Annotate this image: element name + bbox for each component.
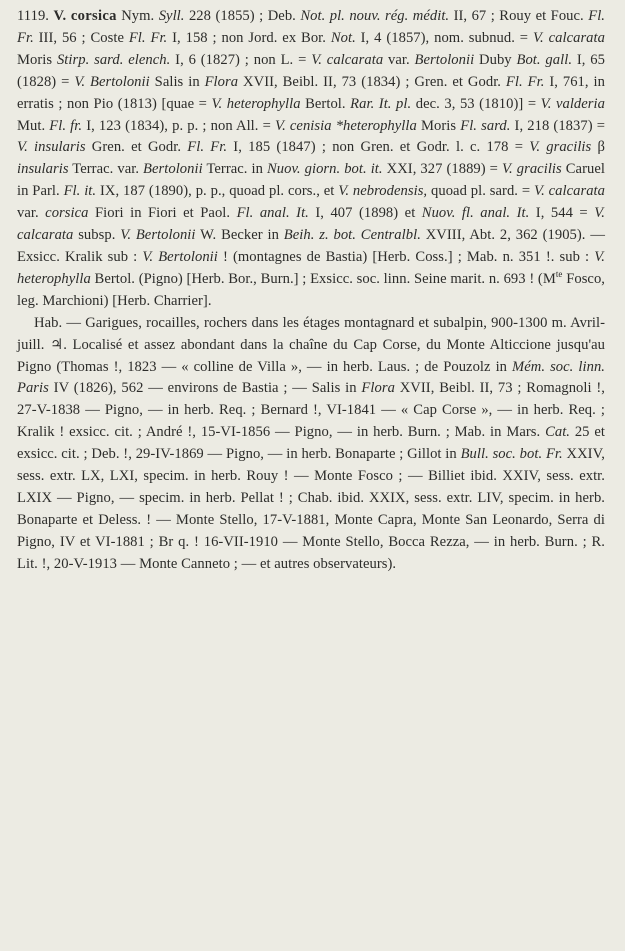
italic-citation: V. nebrodensis, <box>338 183 428 200</box>
italic-citation: Flora <box>361 380 395 397</box>
text-run: XVII, Beibl. II, 73 (1834) ; Gren. et Godr. <box>238 73 506 90</box>
italic-citation: Flora <box>204 73 239 90</box>
italic-citation: Syll. <box>158 8 185 24</box>
italic-citation: Fl. Fr. <box>505 73 545 90</box>
italic-citation: Not. <box>330 29 356 46</box>
text-run: quoad pl. sard. = <box>427 183 534 200</box>
italic-citation: Mém. soc. linn. Paris <box>17 358 606 397</box>
text-run: IX, 187 (1890), p. p., quoad pl. cors., et <box>96 183 339 200</box>
text-run: Bertol. (Pigno) [Herb. Bor., Burn.] ; Exsicc. soc. linn. Seine marit. n. 693 ! (M <box>90 270 556 287</box>
text-run: I, 761, in erratis ; non Pio (1813) [quae = <box>17 73 605 112</box>
italic-citation: V. heterophylla <box>17 248 605 287</box>
text-run: W. Becker in <box>195 227 284 244</box>
italic-citation: Cat. <box>545 424 570 441</box>
entry-synonymy <box>17 8 605 309</box>
text-run: subsp. <box>73 227 121 244</box>
italic-citation: Nuov. fl. anal. It. <box>421 205 530 222</box>
text-run: 25 et exsicc. cit. ; Deb. !, 29-IV-1869 — Pigno, — in herb. Bonaparte ; Gillot in <box>17 424 605 463</box>
text-run: Caruel in Parl. <box>17 161 605 200</box>
text-run: XXIV, sess. extr. LX, LXI, specim. in herb. Rouy ! — Monte Fosco ; — Billiet ibid. XXIV, sess. extr. LXIX — Pigno, — specim. in herb. Pellat ! ; Chab. ibid. XXIX, sess. extr. LIV, specim. in herb. Bonaparte et Deless. ! — Monte Stello, 17-V-1881, Monte Capra, Monte San Leonardo, Serra di Pigno, IV et VI-1881 ; Br q. ! 16-VII-1910 — Monte Stello, Bocca Rezza, — in herb. Burn. ; R. Lit. !, 20-V-1913 — Monte Canneto ; — et autres observateurs). <box>17 446 605 572</box>
text-run: ! (montagnes de Bastia) [Herb. Coss.] ; Mab. n. 351 !. sub : <box>217 248 595 265</box>
text-run: I, 185 (1847) ; non Gren. et Godr. l. c. 178 = <box>227 139 530 156</box>
italic-citation: corsica <box>45 205 89 222</box>
italic-citation: Fl. anal. It. <box>236 205 309 222</box>
italic-citation: Fl. sard. <box>460 117 511 134</box>
text-run: I, 6 (1827) ; non L. = <box>170 51 312 68</box>
species-epithet: corsica <box>70 8 117 24</box>
italic-citation: V. calcarata <box>532 29 605 46</box>
text-run: β <box>591 139 605 156</box>
habitat-paragraph <box>17 313 605 576</box>
italic-citation: Not. pl. nouv. rég. médit. <box>300 8 450 24</box>
italic-citation: V. Bertolonii <box>142 248 218 265</box>
italic-citation: V. insularis <box>17 139 86 156</box>
text-run: I, 544 = <box>529 205 595 222</box>
italic-citation: V. calcarata <box>533 183 606 200</box>
text-run: III, 56 ; Coste <box>33 29 129 46</box>
italic-citation: V. gracilis <box>529 139 592 156</box>
text-run: IV (1826), 562 — environs de Bastia ; — Salis in <box>48 380 362 397</box>
text-run: I, 158 ; non Jord. ex Bor. <box>167 29 331 46</box>
italic-citation: Rar. It. pl. <box>350 95 412 112</box>
italic-citation: Fl. fr. <box>49 117 83 134</box>
italic-citation: Stirp. sard. elench. <box>56 51 171 68</box>
text-run: var. <box>17 205 46 222</box>
italic-citation: V. Bertolonii <box>120 227 196 244</box>
text-run: Terrac. in <box>202 161 267 178</box>
text-run: Terrac. var. <box>68 161 144 178</box>
text-run: XVIII, Abt. 2, 362 (1905). — Exsicc. Kralik sub : <box>17 227 605 265</box>
text-run: Bertol. <box>300 95 351 112</box>
text-run: Moris <box>416 117 461 134</box>
text-run: I, 407 (1898) et <box>308 205 422 222</box>
text-run: XVII, Beibl. II, 73 ; Romagnoli !, 27-V-1838 — Pigno, — in herb. Req. ; Bernard !, VI-1841 — « Cap Corse », — in herb. Req. ; Kralik ! exsicc. cit. ; André !, 15-VI-1856 — Pigno, — in herb. Burn. ; Mab. in Mars. <box>17 380 605 441</box>
text-run: dec. 3, 53 (1810)] = <box>411 95 541 112</box>
italic-citation: V. calcarata <box>311 51 384 68</box>
text-run: Hab. — Garigues, rocailles, rochers dans les étages montagnard et subalpin, 900-1300 m. Avril-juill. ♃. Localisé et assez abondant dans la chaîne du Cap Corse, du Monte Alticcione jusqu'au Pigno (Thomas !, 1823 — « colline de Villa », — in herb. Laus. ; de Pouzolz in <box>17 314 605 375</box>
italic-citation: Nuov. giorn. bot. it. <box>266 161 383 178</box>
italic-citation: Fl. it. <box>63 183 97 200</box>
italic-citation: Bot. gall. <box>516 51 573 68</box>
italic-citation: Fl. Fr. <box>128 29 168 46</box>
genus-abbreviation: V. <box>53 8 67 24</box>
text-run: Duby <box>474 51 517 68</box>
text-run: Nym. <box>116 8 159 24</box>
text-run: Fosco, leg. Marchioni) [Herb. Charrier]. <box>17 270 606 309</box>
text-run: Fiori in Fiori et Paol. <box>88 205 237 222</box>
italic-citation: V. calcarata <box>17 205 605 244</box>
italic-citation: Fl. Fr. <box>187 139 228 156</box>
superscript: te <box>555 269 563 280</box>
text-run: Mut. <box>17 117 50 134</box>
italic-citation: Beih. z. bot. Centralbl. <box>283 227 421 244</box>
italic-citation: Bull. soc. bot. Fr. <box>460 446 563 463</box>
italic-citation: V. heterophylla <box>211 95 301 112</box>
species-entry <box>17 6 605 313</box>
text-run: I, 4 (1857), nom. subnud. = <box>355 29 533 46</box>
text-run: Gren. et Godr. <box>85 139 188 156</box>
text-run: I, 218 (1837) = <box>510 117 606 134</box>
text-run: I, 123 (1834), p. p. ; non All. = <box>82 117 275 134</box>
italic-citation: V. valderia <box>540 95 605 112</box>
text-run: 228 (1855) ; Deb. <box>184 8 301 24</box>
text-run: II, 67 ; Rouy et Fouc. <box>449 8 589 24</box>
text-run: var. <box>383 51 415 68</box>
text-run: XXI, 327 (1889) = <box>382 161 502 178</box>
italic-citation: Bertolonii <box>414 51 475 68</box>
habitat-text <box>17 315 605 572</box>
text-run: I, 65 (1828) = <box>17 51 605 90</box>
italic-citation: Bertolonii <box>143 161 203 178</box>
entry-number: 1119. <box>17 8 50 24</box>
italic-citation: V. cenisia *heterophylla <box>275 117 417 134</box>
italic-citation: V. gracilis <box>501 161 562 178</box>
italic-citation: insularis <box>17 161 69 178</box>
italic-citation: Fl. Fr. <box>17 8 606 46</box>
text-run: Salis in <box>149 73 205 90</box>
italic-citation: V. Bertolonii <box>74 73 150 90</box>
text-run: Moris <box>17 51 57 68</box>
